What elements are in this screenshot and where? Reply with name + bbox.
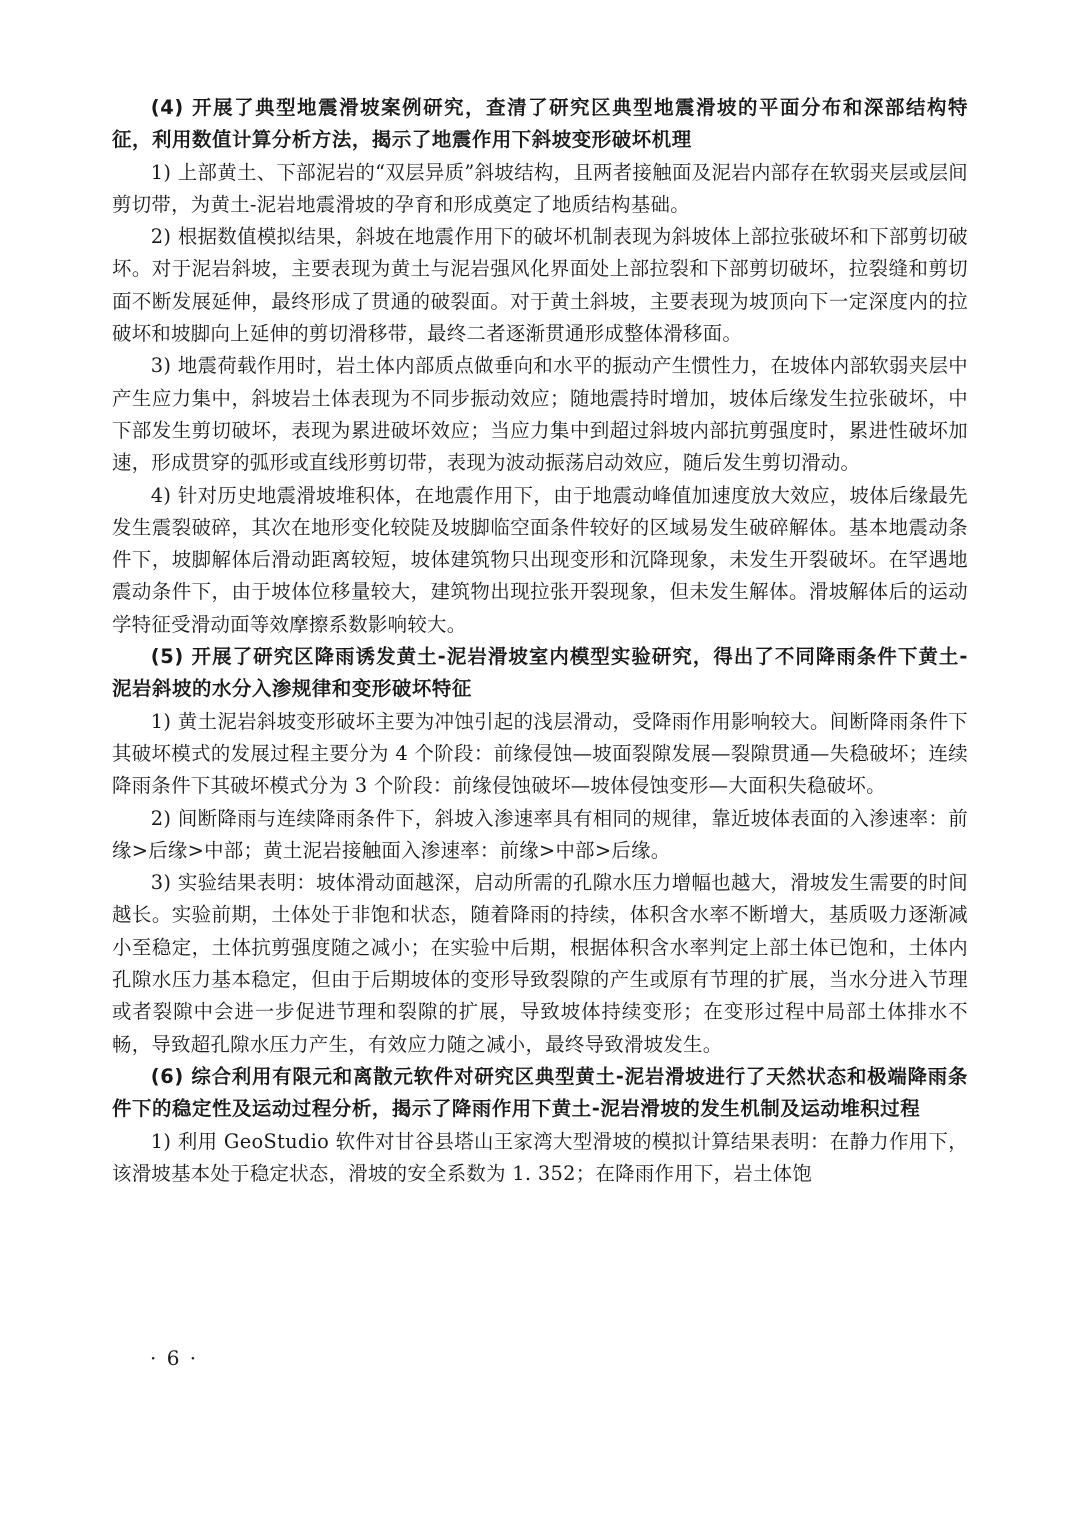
- section-heading-5: (5) 开展了研究区降雨诱发黄土-泥岩滑坡室内模型实验研究，得出了不同降雨条件下黄土-泥岩斜坡的水分入渗规律和变形破坏特征: [112, 645, 968, 701]
- paragraph: 1) 上部黄土、下部泥岩的“双层异质”斜坡结构，且两者接触面及泥岩内部存在软弱夹层或层间剪切带，为黄土-泥岩地震滑坡的孕育和形成奠定了地质结构基础。: [112, 160, 968, 216]
- paragraph: 3) 地震荷载作用时，岩土体内部质点做垂向和水平的振动产生惯性力，在坡体内部软弱夹层中产生应力集中，斜坡岩土体表现为不同步振动效应；随地震持时增加，坡体后缘发生拉张破坏，中下部发生剪切破坏，表现为累进破坏效应；当应力集中到超过斜坡内部抗剪强度时，累进性破坏加速，形成贯穿的弧形或直线形剪切带，表现为波动振荡启动效应，随后发生剪切滑动。: [112, 354, 968, 475]
- paragraph: 1) 利用 GeoStudio 软件对甘谷县塔山王家湾大型滑坡的模拟计算结果表明：在静力作用下，该滑坡基本处于稳定状态，滑坡的安全系数为 1. 352；在降雨作用下，岩土体饱: [112, 1129, 968, 1185]
- paragraph: 4) 针对历史地震滑坡堆积体，在地震作用下，由于地震动峰值加速度放大效应，坡体后缘最先发生震裂破碎，其次在地形变化较陡及坡脚临空面条件较好的区域易发生破碎解体。基本地震动条件下，坡脚解体后滑动距离较短，坡体建筑物只出现变形和沉降现象，未发生开裂破坏。在罕遇地震动条件下，由于坡体位移量较大，建筑物出现拉张开裂现象，但未发生解体。滑坡解体后的运动学特征受滑动面等效摩擦系数影响较大。: [112, 483, 968, 636]
- page-number: · 6 ·: [150, 1346, 199, 1370]
- page-body: [112, 92, 968, 1492]
- paragraph: 1) 黄土泥岩斜坡变形破坏主要为冲蚀引起的浅层滑动，受降雨作用影响较大。间断降雨条件下其破坏模式的发展过程主要分为 4 个阶段：前缘侵蚀—坡面裂隙发展—裂隙贯通—失稳破坏；连续降雨条件下其破坏模式分为 3 个阶段：前缘侵蚀破坏—坡体侵蚀变形—大面积失稳破坏。: [112, 709, 968, 798]
- paragraph: 2) 间断降雨与连续降雨条件下，斜坡入渗速率具有相同的规律，靠近坡体表面的入渗速率：前缘>后缘>中部；黄土泥岩接触面入渗速率：前缘>中部>后缘。: [112, 806, 968, 862]
- section-heading-6: (6) 综合利用有限元和离散元软件对研究区典型黄土-泥岩滑坡进行了天然状态和极端降雨条件下的稳定性及运动过程分析，揭示了降雨作用下黄土-泥岩滑坡的发生机制及运动堆积过程: [112, 1064, 968, 1121]
- paragraph: 2) 根据数值模拟结果，斜坡在地震作用下的破坏机制表现为斜坡体上部拉张破坏和下部剪切破坏。对于泥岩斜坡，主要表现为黄土与泥岩强风化界面处上部拉裂和下部剪切破坏，拉裂缝和剪切面不断发展延伸，最终形成了贯通的破裂面。对于黄土斜坡，主要表现为坡顶向下一定深度内的拉破坏和坡脚向上延伸的剪切滑移带，最终二者逐渐贯通形成整体滑移面。: [112, 225, 968, 346]
- paragraph: 3) 实验结果表明：坡体滑动面越深，启动所需的孔隙水压力增幅也越大，滑坡发生需要的时间越长。实验前期，土体处于非饱和状态，随着降雨的持续，体积含水率不断增大，基质吸力逐渐减小至稳定，土体抗剪强度随之减小；在实验中后期，根据体积含水率判定上部土体已饱和，土体内孔隙水压力基本稳定，但由于后期坡体的变形导致裂隙的产生或原有节理的扩展，当水分进入节理或者裂隙中会进一步促进节理和裂隙的扩展，导致坡体持续变形；在变形过程中局部土体排水不畅，导致超孔隙水压力产生，有效应力随之减小，最终导致滑坡发生。: [112, 871, 968, 1056]
- section-heading-4: (4) 开展了典型地震滑坡案例研究，查清了研究区典型地震滑坡的平面分布和深部结构特征，利用数值计算分析方法，揭示了地震作用下斜坡变形破坏机理: [112, 96, 968, 152]
